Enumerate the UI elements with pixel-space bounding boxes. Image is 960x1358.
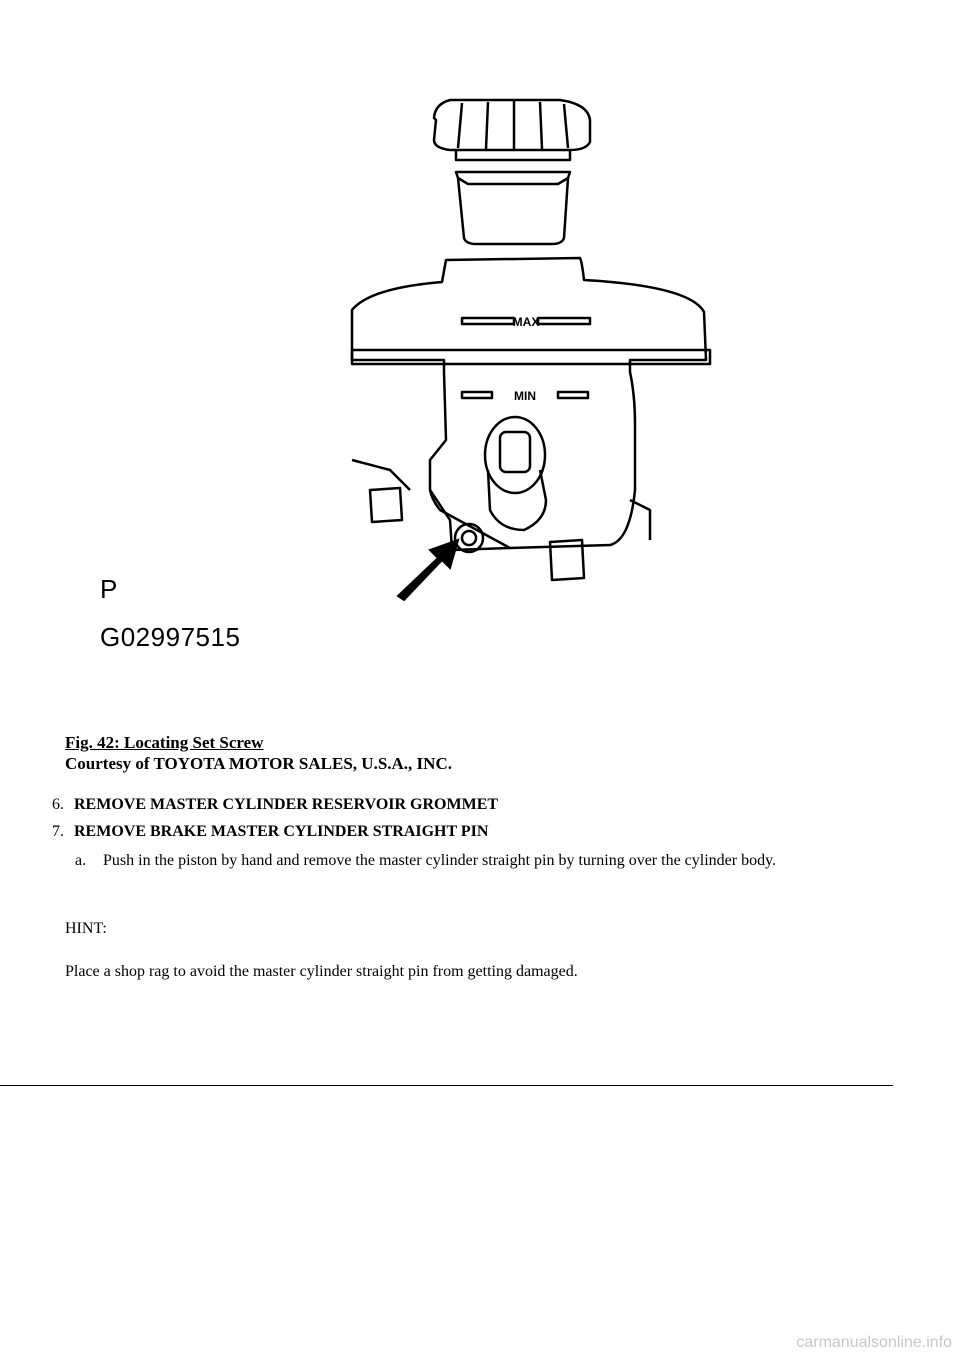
step-text: REMOVE MASTER CYLINDER RESERVOIR GROMMET bbox=[74, 796, 499, 813]
substep-text: Push in the piston by hand and remove the master cylinder straight pin by turning over the cylinder body. bbox=[103, 852, 777, 869]
substep-a bbox=[75, 850, 895, 872]
substep-letter: a. bbox=[75, 852, 87, 869]
step-6 bbox=[52, 796, 498, 814]
figure-courtesy: Courtesy of TOYOTA MOTOR SALES, U.S.A., INC. bbox=[65, 754, 452, 773]
min-label: MIN bbox=[514, 389, 536, 403]
step-number: 7. bbox=[52, 823, 64, 840]
step-7 bbox=[52, 823, 488, 841]
max-label: MAX bbox=[512, 315, 540, 329]
step-number: 6. bbox=[52, 796, 64, 813]
hint-text: Place a shop rag to avoid the master cylinder straight pin from getting damaged. bbox=[65, 963, 578, 980]
step-text: REMOVE BRAKE MASTER CYLINDER STRAIGHT PIN bbox=[74, 823, 489, 840]
reservoir-drawing bbox=[90, 0, 790, 720]
figure-title: Fig. 42: Locating Set Screw bbox=[65, 733, 264, 752]
reservoir-body bbox=[352, 258, 706, 548]
set-screw bbox=[455, 524, 483, 552]
reservoir-illustration bbox=[90, 0, 790, 720]
arrow-icon bbox=[398, 540, 458, 600]
footer-watermark: carmanualsonline.info bbox=[796, 1334, 952, 1351]
figure-caption bbox=[65, 732, 452, 774]
figure-code: G02997515 bbox=[100, 622, 241, 652]
page-divider bbox=[0, 1085, 893, 1086]
level-sensor-connector bbox=[485, 417, 545, 493]
hint-label: HINT: bbox=[65, 920, 107, 937]
figure-tag-p: P bbox=[100, 574, 118, 604]
